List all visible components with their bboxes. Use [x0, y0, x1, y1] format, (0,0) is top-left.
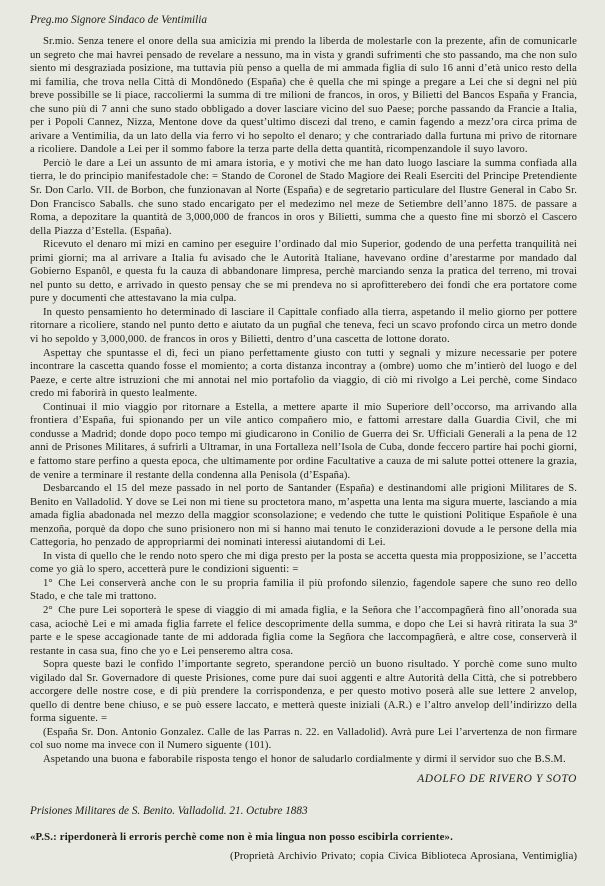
letter-paragraph: Sopra queste bazi le confido l’importante segreto, sperandone perciò un buono risultado. Y porchè come suno multo vigilado dal Sr. Governadore di queste Prisiones, come pure dai suoi aggenti e altre Autorità della Città, che si potrebbero accorgere delle nostre cose, e di più prendere la corrispondenza, e per questo motivo poserà alle sue lettere 2 anvelop, quello di dentre bene chiuso, e se può essere laccato, e metterà queste iniziali (A.R.) e l’altro anvelop dell’indirizzo della forma siguente. =	[30, 659, 577, 725]
signature: ADOLFO DE RIVERO Y SOTO	[417, 772, 577, 785]
dateline: Prisiones Militares de S. Benito. Valladolid. 21. Octubre 1883	[30, 804, 308, 817]
letter-paragraph: Continuai il mio viaggio por ritornare a Estella, a mettere aparte il mio Superiore dell’occorso, ma arrivando alla frontiera d’España, fui spionando per un vile antico compañero mio, e fattomi arrestare dalla Guardia Civil, che mi condusse a Madrid; donde dopo poco tempo mi giudicarono in Conilio de Guerra dei Sr. Ufficiali Generali a la pena de 12 anni de Prisones Militares, á sufrirli a Ultramar, in una Fortalleza nell’Isola de Cuba, donde feccero partire hai pochi giorni, e fattomo stare perfino a questa epoca, che ultimamente por ordine Facultative a cauza de mi salute pottei ottenere la grazia, de venire a terminare il restante della condenna alla Penisola (d’España).	[30, 401, 577, 481]
letter-paragraph: Desbarcando el 15 del meze passado in nel porto de Santander (España) e destinandomi alle prigioni Militares de S. Benito en Valladolid. Y dove se Lei non mi tiene su proctetora mano, m’aspetta una lenta ma sigura muerte, lasciando a mia amada figlia abadonada nel mezzo della maggior sconsolazione; e vedendo che tutte le quistioni Politique Españole è una menzoña, porquè da dopo che suno prisionero non mi si hanno mai tenuto le conziderazioni dovude a le persone della mia Cattegoria, ho penzado de appropriarmi dei nominati interessi aiutandomi di Lei.	[30, 483, 577, 549]
postscript: «P.S.: riperdonerà li erroris perchè come non è mia lingua non posso escibirla corriente».	[30, 830, 453, 843]
letter-paragraph-condition-2: 2° Che pure Lei soporterà le spese di viaggio di mi amada figlia, e la Señora che l’accompagñerà fino all’onorada sua casa, aciochè Lei e mi amada figlia farrete el felice descoprimente della summa, e dopo che Lei si havrà ritirata la sua 3ª parte e le spese accagionade tante de mi addorada figlia come la Segñora che laccompagñerà, e altre cose, conserverà il restante in casa sua, fino che yo e Lei penseremo altra cosa.	[30, 604, 577, 657]
letter-paragraph: (España Sr. Don. Antonio Gonzalez. Calle de las Parras n. 22. en Valladolid). Avrà pure Lei l’arvertenza de non firmare col suo nome ma invece con il Numero siguente (101).	[30, 726, 577, 752]
letter-paragraph: In questo pensamiento ho determinado di lasciare il Capittale confiado alla tierra, aspetando il melio giorno per pottere ritornare a ricoliere, stando nel punto detto e aiutato da un pugñal che teneva, feci un scavo profondo circa un metro donde vi ho sepoldo y 3,000,000. de francos in oros y Bilietti, dentro d’una cascetta de lottone dorato.	[30, 306, 577, 346]
letter-paragraph: Ricevuto el denaro mi mizi en camino per eseguire l’ordinado dal mio Superior, godendo de una perfetta tranquilità nei primi giorni; ma al arrivare a Italia fu avisado che le Autorità Italiane, havevano ordine d’arestarme por mandado dal Gobierno Espanôl, e questa fu la cauza di abbandonare limpresa, perchè marciando senza la pratica del terreno, mi trovai nel punto su detto, e arrivado in questo pensay che se mi prendeva no si aprofitterebero dei fondi che era portatore come pure y documenti che attestavano la mia culpa.	[30, 239, 577, 305]
archive-credit: (Proprietà Archivio Privato; copia Civica Biblioteca Aprosiana, Ventimiglia)	[230, 850, 577, 863]
salutation: Preg.mo Signore Sindaco de Ventimilia	[30, 14, 208, 26]
letter-paragraph: Sr.mio. Senza tenere el onore della sua amicizia mi prendo la liberda de molestarle con la prezente, afin de comunicarle un segreto che mai havrei pensado de revelare a nessuno, ma in vista y grandi sufrimenti che sto passando, ma che non sulo siento mi desgraziada posizione, ma tuttavia più penso a quella de mi ammada figlia di sulo 16 anni d’età unico resto della mi familia, che trova nella Città di Mondônedo (España) che è quella che mi spinge a pregare a Lei che si degni nel più breve possibille se li piace, raccoliermi la summa di tre milioni de francos, in oros, y Bilietti del Bancos España y Francia, che suno più di 7 anni che suno stado obbligado a dover lasciare vicino del suo Paese; porche passando da Francie a Italia, per i Popoli Cannez, Nizza, Mentone dove da quest’ultimo discezi dal treno, e camin fagendo a mezz’ora circa prima de arivare a Ventimilia, da un lato della via ferro vi ho sepolto el denaro; y che contrariado dalla furtuna mi privo de ritornare a ricoliere. Dandole a Lei per il sommo fabore la terza parte della detta quantità, ricompenzandole il suyo lavoro.	[30, 36, 577, 156]
letter-paragraph-closing: Aspetando una buona e faborabile risposta tengo el honor de saludarlo cordialmente y dirmi il servidor suo che B.S.M.	[43, 753, 566, 765]
letter-paragraph-condition-1: 1° Che Lei conserverà anche con le su propria familia il più profondo silenzio, fagendole sapere che suno reo dello Stado, e che tale mi trattono.	[30, 577, 577, 603]
letter-body	[30, 35, 577, 767]
letter-paragraph: In vista di quello che le rendo noto spero che mi diga presto per la posta se accetta questa mia propposizione, se l’accetta come yo già lo spero, accetterà pure le condizioni siguenti: =	[30, 550, 577, 576]
letter-paragraph: Perciò le dare a Lei un assunto de mi amara istoria, e y motivi che me han dato luogo lasciare la summa confiada alla tierra, le do principio manifestadole che: = Stando de Coronel de Stado Magiore dei Reali Eserciti del Principe Pretendiente Sr. Don Carlo. VII. de Borbon, che funzionavan al Norte (España) e de segretario particulare del Ilustre General in Cabo Sr. Don Francisco Saballs. che suno stado encarigato per el medezimo nel meze de Setiembre dell’anno 1875. de passare a Roma, a depozitare la quantità de 3,000,000 de francos in oros y Bilietti, summa che a questo fine mi sborzò el Cascero della Piazza d’Estella. (España).	[30, 157, 577, 237]
letter-paragraph: Aspettay che spuntasse el dì, feci un piano perfettamente giusto con tutti y segnali y mizure necessarie per potere incontrare la cascetta quando fosse el momiento; a corta distanza incontray a (ombre) uomo che m’intierò del luogo e del Paeze, e certe altre istruzioni che mi annotai nel mio portafolio da viaggio, di ciò mi rivolgo a Lei perchè, come Sindaco credo mi faborirà in questo lealmente.	[30, 347, 577, 400]
